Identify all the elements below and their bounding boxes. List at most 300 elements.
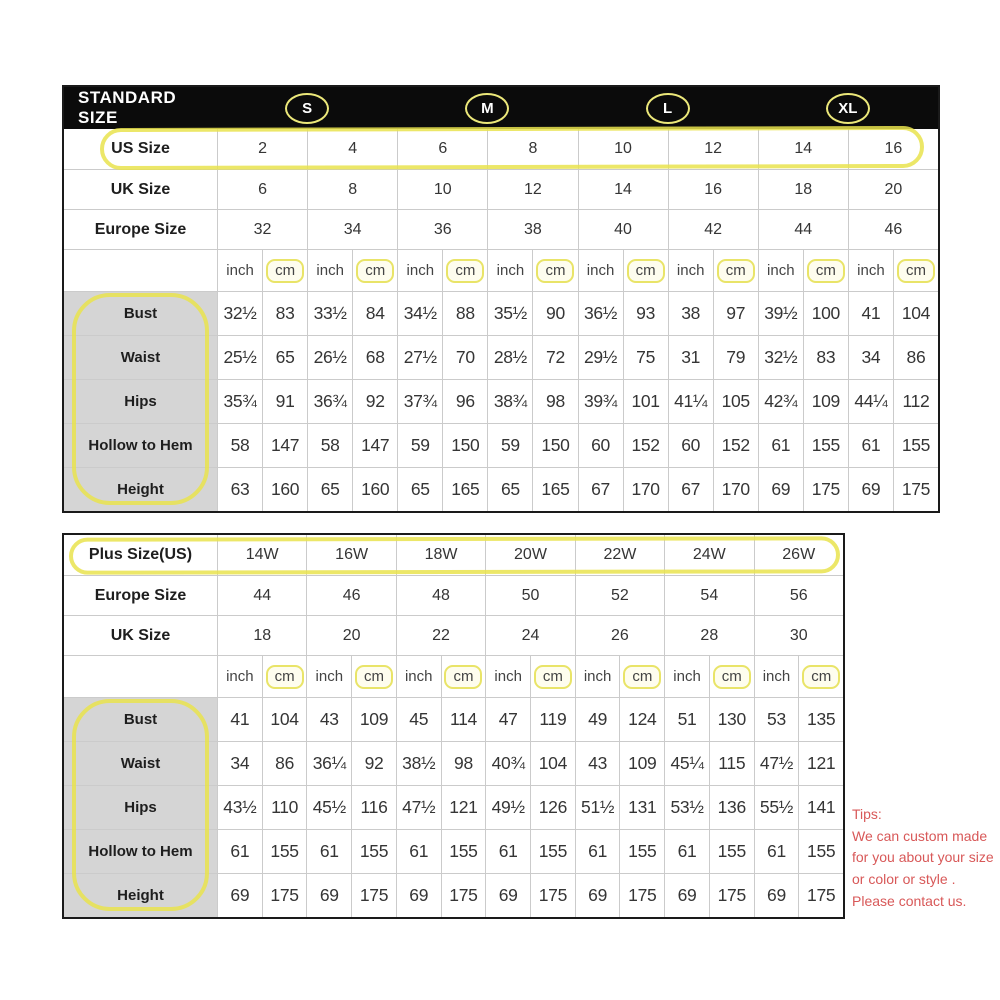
size-letter: M [481, 99, 494, 117]
measure-value: 100 [803, 291, 848, 335]
measure-value: 45 [396, 697, 441, 741]
measure-value: 39½ [758, 291, 803, 335]
measure-label: Hollow to Hem [64, 423, 217, 467]
size-value: 8 [307, 169, 397, 209]
standard-table-rows [64, 129, 938, 511]
measure-value: 69 [217, 873, 262, 917]
size-value: 36 [397, 209, 487, 249]
measure-value: 53 [754, 697, 799, 741]
row-label: UK Size [64, 169, 217, 209]
tips-line: We can custom made [852, 827, 988, 844]
unit-header-row [64, 249, 938, 291]
measure-value: 49 [575, 697, 620, 741]
size-value: 14W [217, 535, 306, 575]
unit-cm-cell [262, 249, 307, 291]
unit-cm-highlight: cm [717, 259, 755, 283]
measure-value: 119 [530, 697, 575, 741]
unit-header-row [64, 655, 843, 697]
size-value: 40 [578, 209, 668, 249]
measure-value: 68 [352, 335, 397, 379]
measure-value: 38 [668, 291, 713, 335]
measure-value: 104 [530, 741, 575, 785]
unit-cm-cell [530, 655, 575, 697]
size-value: 16 [848, 129, 938, 169]
measure-value: 97 [713, 291, 758, 335]
tips-line: or color or style . [852, 871, 956, 888]
measure-value: 75 [623, 335, 668, 379]
custom-made-tips [852, 804, 1000, 912]
unit-cm-highlight: cm [802, 665, 840, 689]
measure-value: 155 [351, 829, 396, 873]
measure-value: 39¾ [578, 379, 623, 423]
unit-cm-cell [352, 249, 397, 291]
measure-value: 175 [530, 873, 575, 917]
size-value: 42 [668, 209, 758, 249]
measure-value: 147 [352, 423, 397, 467]
measurement-row [64, 697, 843, 741]
measure-value: 72 [532, 335, 577, 379]
measure-value: 37¾ [397, 379, 442, 423]
size-letter-groups [217, 87, 938, 129]
measurement-row [64, 379, 938, 423]
size-value: 30 [754, 615, 843, 655]
unit-cm-cell [709, 655, 754, 697]
size-group-l [578, 87, 758, 129]
measure-value: 86 [893, 335, 938, 379]
measure-value: 61 [758, 423, 803, 467]
measure-value: 51½ [575, 785, 620, 829]
measure-value: 34 [217, 741, 262, 785]
measure-value: 124 [619, 697, 664, 741]
row-label: Europe Size [64, 575, 217, 615]
unit-cm-cell [798, 655, 843, 697]
measure-value: 92 [352, 379, 397, 423]
measure-value: 155 [441, 829, 486, 873]
circled-size-letter [465, 93, 509, 124]
size-value: 6 [217, 169, 307, 209]
unit-inch-label: inch [217, 655, 262, 697]
measure-value: 170 [713, 467, 758, 511]
measure-value: 109 [351, 697, 396, 741]
size-value: 50 [485, 575, 574, 615]
measure-value: 32½ [758, 335, 803, 379]
measure-value: 175 [619, 873, 664, 917]
measure-value: 130 [709, 697, 754, 741]
measure-value: 45½ [306, 785, 351, 829]
measure-value: 61 [575, 829, 620, 873]
measure-value: 36¼ [306, 741, 351, 785]
size-value: 38 [487, 209, 577, 249]
measurement-row [64, 423, 938, 467]
size-value: 46 [848, 209, 938, 249]
measure-value: 53½ [664, 785, 709, 829]
measure-value: 175 [262, 873, 307, 917]
unit-cm-highlight: cm [623, 665, 661, 689]
measure-value: 47 [485, 697, 530, 741]
measure-value: 69 [396, 873, 441, 917]
measure-value: 155 [803, 423, 848, 467]
unit-inch-label: inch [848, 249, 893, 291]
size-value: 56 [754, 575, 843, 615]
measure-label: Height [64, 467, 217, 511]
unit-cm-highlight: cm [446, 259, 484, 283]
unit-cm-highlight: cm [897, 259, 935, 283]
size-value: 32 [217, 209, 307, 249]
measure-value: 38¾ [487, 379, 532, 423]
tips-line: Please contact us. [852, 892, 967, 909]
unit-cm-cell [442, 249, 487, 291]
measure-value: 92 [351, 741, 396, 785]
size-group-m [397, 87, 577, 129]
size-value: 44 [758, 209, 848, 249]
unit-cm-highlight: cm [536, 259, 574, 283]
measure-value: 29½ [578, 335, 623, 379]
size-value: 46 [306, 575, 395, 615]
unit-label-empty [64, 655, 217, 697]
measure-value: 42¾ [758, 379, 803, 423]
plus-size-table [62, 533, 845, 919]
unit-cm-cell [351, 655, 396, 697]
measure-value: 69 [754, 873, 799, 917]
measure-value: 67 [578, 467, 623, 511]
row-label: Plus Size(US) [88, 546, 193, 563]
measure-value: 61 [848, 423, 893, 467]
size-value: 24W [664, 535, 753, 575]
measure-value: 69 [664, 873, 709, 917]
measure-value: 41 [848, 291, 893, 335]
measure-value: 112 [893, 379, 938, 423]
size-conversion-row [64, 209, 938, 249]
measure-value: 43 [306, 697, 351, 741]
measure-value: 90 [532, 291, 577, 335]
measure-value: 69 [758, 467, 803, 511]
measure-value: 121 [798, 741, 843, 785]
size-value: 52 [575, 575, 664, 615]
measure-value: 175 [893, 467, 938, 511]
unit-inch-label: inch [307, 249, 352, 291]
measure-value: 175 [798, 873, 843, 917]
measure-value: 152 [713, 423, 758, 467]
size-value: 26W [754, 535, 843, 575]
size-value: 54 [664, 575, 753, 615]
row-label: UK Size [64, 615, 217, 655]
measure-value: 61 [485, 829, 530, 873]
unit-inch-label: inch [758, 249, 803, 291]
measure-value: 121 [441, 785, 486, 829]
measure-value: 63 [217, 467, 262, 511]
size-value: 16W [306, 535, 395, 575]
measure-value: 84 [352, 291, 397, 335]
measurement-row [64, 785, 843, 829]
measure-value: 150 [532, 423, 577, 467]
measure-value: 34 [848, 335, 893, 379]
measurement-row [64, 741, 843, 785]
size-value: 4 [307, 129, 397, 169]
circled-size-letter [646, 93, 690, 124]
measure-label: Hollow to Hem [64, 829, 217, 873]
measure-value: 59 [397, 423, 442, 467]
size-value: 8 [487, 129, 577, 169]
measure-value: 150 [442, 423, 487, 467]
measure-value: 25½ [217, 335, 262, 379]
size-value: 44 [217, 575, 306, 615]
unit-inch-label: inch [487, 249, 532, 291]
unit-cm-cell [713, 249, 758, 291]
measure-value: 98 [441, 741, 486, 785]
measure-value: 115 [709, 741, 754, 785]
size-value: 10 [397, 169, 487, 209]
measure-value: 175 [441, 873, 486, 917]
measure-value: 86 [262, 741, 307, 785]
measure-value: 58 [217, 423, 262, 467]
size-value: 18W [396, 535, 485, 575]
unit-cm-cell [803, 249, 848, 291]
measurement-row [64, 829, 843, 873]
measure-value: 147 [262, 423, 307, 467]
measure-value: 160 [262, 467, 307, 511]
measure-value: 41¼ [668, 379, 713, 423]
measure-value: 116 [351, 785, 396, 829]
measure-value: 110 [262, 785, 307, 829]
measure-value: 93 [623, 291, 668, 335]
unit-inch-label: inch [306, 655, 351, 697]
unit-inch-label: inch [217, 249, 262, 291]
measure-value: 60 [668, 423, 713, 467]
measure-value: 44¼ [848, 379, 893, 423]
measure-value: 61 [664, 829, 709, 873]
measure-value: 28½ [487, 335, 532, 379]
measure-value: 61 [754, 829, 799, 873]
measure-value: 67 [668, 467, 713, 511]
measure-value: 61 [217, 829, 262, 873]
size-value: 26 [575, 615, 664, 655]
measurement-row [64, 335, 938, 379]
measure-label: Bust [64, 291, 217, 335]
unit-cm-cell [262, 655, 307, 697]
size-value: 18 [758, 169, 848, 209]
size-value: 16 [668, 169, 758, 209]
size-value: 14 [578, 169, 668, 209]
measure-label: Waist [64, 741, 217, 785]
size-value: 10 [578, 129, 668, 169]
measurement-row [64, 467, 938, 511]
measure-label: Hips [64, 379, 217, 423]
measure-value: 79 [713, 335, 758, 379]
measure-value: 38½ [396, 741, 441, 785]
row-label: Europe Size [64, 209, 217, 249]
size-value: 2 [217, 129, 307, 169]
measure-value: 65 [262, 335, 307, 379]
measure-value: 32½ [217, 291, 262, 335]
measure-value: 41 [217, 697, 262, 741]
measure-value: 155 [798, 829, 843, 873]
circled-size-letter [285, 93, 329, 124]
measure-value: 65 [397, 467, 442, 511]
measure-value: 131 [619, 785, 664, 829]
unit-cm-highlight: cm [444, 665, 482, 689]
measure-value: 43½ [217, 785, 262, 829]
measure-value: 34½ [397, 291, 442, 335]
standard-size-table [62, 85, 940, 513]
measure-value: 33½ [307, 291, 352, 335]
size-group-s [217, 87, 397, 129]
plus-table-rows [64, 535, 843, 917]
tips-title: Tips: [852, 806, 882, 822]
measure-value: 59 [487, 423, 532, 467]
unit-inch-label: inch [485, 655, 530, 697]
measure-value: 65 [487, 467, 532, 511]
measure-value: 126 [530, 785, 575, 829]
unit-cm-cell [623, 249, 668, 291]
size-value: 12 [487, 169, 577, 209]
unit-inch-label: inch [397, 249, 442, 291]
measure-value: 175 [803, 467, 848, 511]
unit-cm-highlight: cm [534, 665, 572, 689]
measure-value: 170 [623, 467, 668, 511]
measurement-row [64, 873, 843, 917]
unit-inch-label: inch [396, 655, 441, 697]
size-value: 28 [664, 615, 753, 655]
measure-value: 40¾ [485, 741, 530, 785]
measure-value: 58 [307, 423, 352, 467]
standard-table-header [64, 87, 938, 129]
unit-inch-label: inch [578, 249, 623, 291]
measure-value: 109 [619, 741, 664, 785]
measure-value: 136 [709, 785, 754, 829]
measure-label: Hips [64, 785, 217, 829]
size-letter: L [663, 99, 673, 117]
size-letter: S [302, 99, 313, 117]
unit-cm-highlight: cm [356, 259, 394, 283]
unit-cm-cell [893, 249, 938, 291]
measure-value: 69 [848, 467, 893, 511]
size-value: 34 [307, 209, 397, 249]
measure-value: 55½ [754, 785, 799, 829]
size-value: 22 [396, 615, 485, 655]
size-value: 18 [217, 615, 306, 655]
measure-value: 31 [668, 335, 713, 379]
measure-value: 114 [441, 697, 486, 741]
measurement-row [64, 291, 938, 335]
measure-value: 155 [709, 829, 754, 873]
measure-value: 88 [442, 291, 487, 335]
measure-value: 83 [262, 291, 307, 335]
size-value: 14 [758, 129, 848, 169]
size-value: 20W [485, 535, 574, 575]
measure-value: 61 [396, 829, 441, 873]
measure-value: 83 [803, 335, 848, 379]
size-value: 48 [396, 575, 485, 615]
measure-value: 45¼ [664, 741, 709, 785]
unit-cm-highlight: cm [355, 665, 393, 689]
measure-value: 155 [530, 829, 575, 873]
measure-value: 155 [619, 829, 664, 873]
measure-value: 98 [532, 379, 577, 423]
size-conversion-row [64, 615, 843, 655]
size-conversion-row [64, 575, 843, 615]
measure-value: 69 [306, 873, 351, 917]
size-value: 6 [397, 129, 487, 169]
measure-value: 160 [352, 467, 397, 511]
measure-value: 36½ [578, 291, 623, 335]
size-conversion-row [64, 129, 938, 169]
measure-value: 36¾ [307, 379, 352, 423]
measure-value: 155 [262, 829, 307, 873]
measure-value: 104 [893, 291, 938, 335]
size-value: 20 [306, 615, 395, 655]
measure-label: Waist [64, 335, 217, 379]
unit-cm-cell [532, 249, 577, 291]
measure-value: 155 [893, 423, 938, 467]
measure-value: 35¾ [217, 379, 262, 423]
measure-value: 152 [623, 423, 668, 467]
measure-value: 165 [442, 467, 487, 511]
row-label: US Size [111, 140, 170, 157]
measure-value: 175 [351, 873, 396, 917]
measure-label: Height [64, 873, 217, 917]
unit-cm-highlight: cm [713, 665, 751, 689]
unit-cm-cell [441, 655, 486, 697]
measure-value: 43 [575, 741, 620, 785]
measure-value: 47½ [754, 741, 799, 785]
measure-value: 104 [262, 697, 307, 741]
size-group-xl [758, 87, 938, 129]
measure-value: 105 [713, 379, 758, 423]
unit-cm-highlight: cm [266, 665, 304, 689]
standard-size-title: STANDARD SIZE [78, 88, 177, 127]
unit-label-empty [64, 249, 217, 291]
unit-inch-label: inch [754, 655, 799, 697]
measure-value: 35½ [487, 291, 532, 335]
size-conversion-row [64, 169, 938, 209]
unit-cm-cell [619, 655, 664, 697]
unit-cm-highlight: cm [807, 259, 845, 283]
measure-value: 109 [803, 379, 848, 423]
measure-value: 135 [798, 697, 843, 741]
size-value: 22W [575, 535, 664, 575]
unit-inch-label: inch [575, 655, 620, 697]
measure-value: 141 [798, 785, 843, 829]
circled-size-letter [826, 93, 870, 124]
measure-value: 96 [442, 379, 487, 423]
measure-value: 101 [623, 379, 668, 423]
measure-label: Bust [64, 697, 217, 741]
measure-value: 165 [532, 467, 577, 511]
unit-cm-highlight: cm [266, 259, 304, 283]
size-letter: XL [838, 99, 858, 117]
measure-value: 27½ [397, 335, 442, 379]
tips-line: for you about your size [852, 849, 994, 866]
measure-value: 51 [664, 697, 709, 741]
measure-value: 65 [307, 467, 352, 511]
measure-value: 70 [442, 335, 487, 379]
unit-inch-label: inch [668, 249, 713, 291]
size-value: 24 [485, 615, 574, 655]
measure-value: 47½ [396, 785, 441, 829]
size-conversion-row [64, 535, 843, 575]
measure-value: 91 [262, 379, 307, 423]
measure-value: 69 [485, 873, 530, 917]
unit-cm-highlight: cm [627, 259, 665, 283]
measure-value: 61 [306, 829, 351, 873]
unit-inch-label: inch [664, 655, 709, 697]
measure-value: 49½ [485, 785, 530, 829]
size-value: 20 [848, 169, 938, 209]
measure-value: 60 [578, 423, 623, 467]
measure-value: 69 [575, 873, 620, 917]
measure-value: 175 [709, 873, 754, 917]
size-value: 12 [668, 129, 758, 169]
